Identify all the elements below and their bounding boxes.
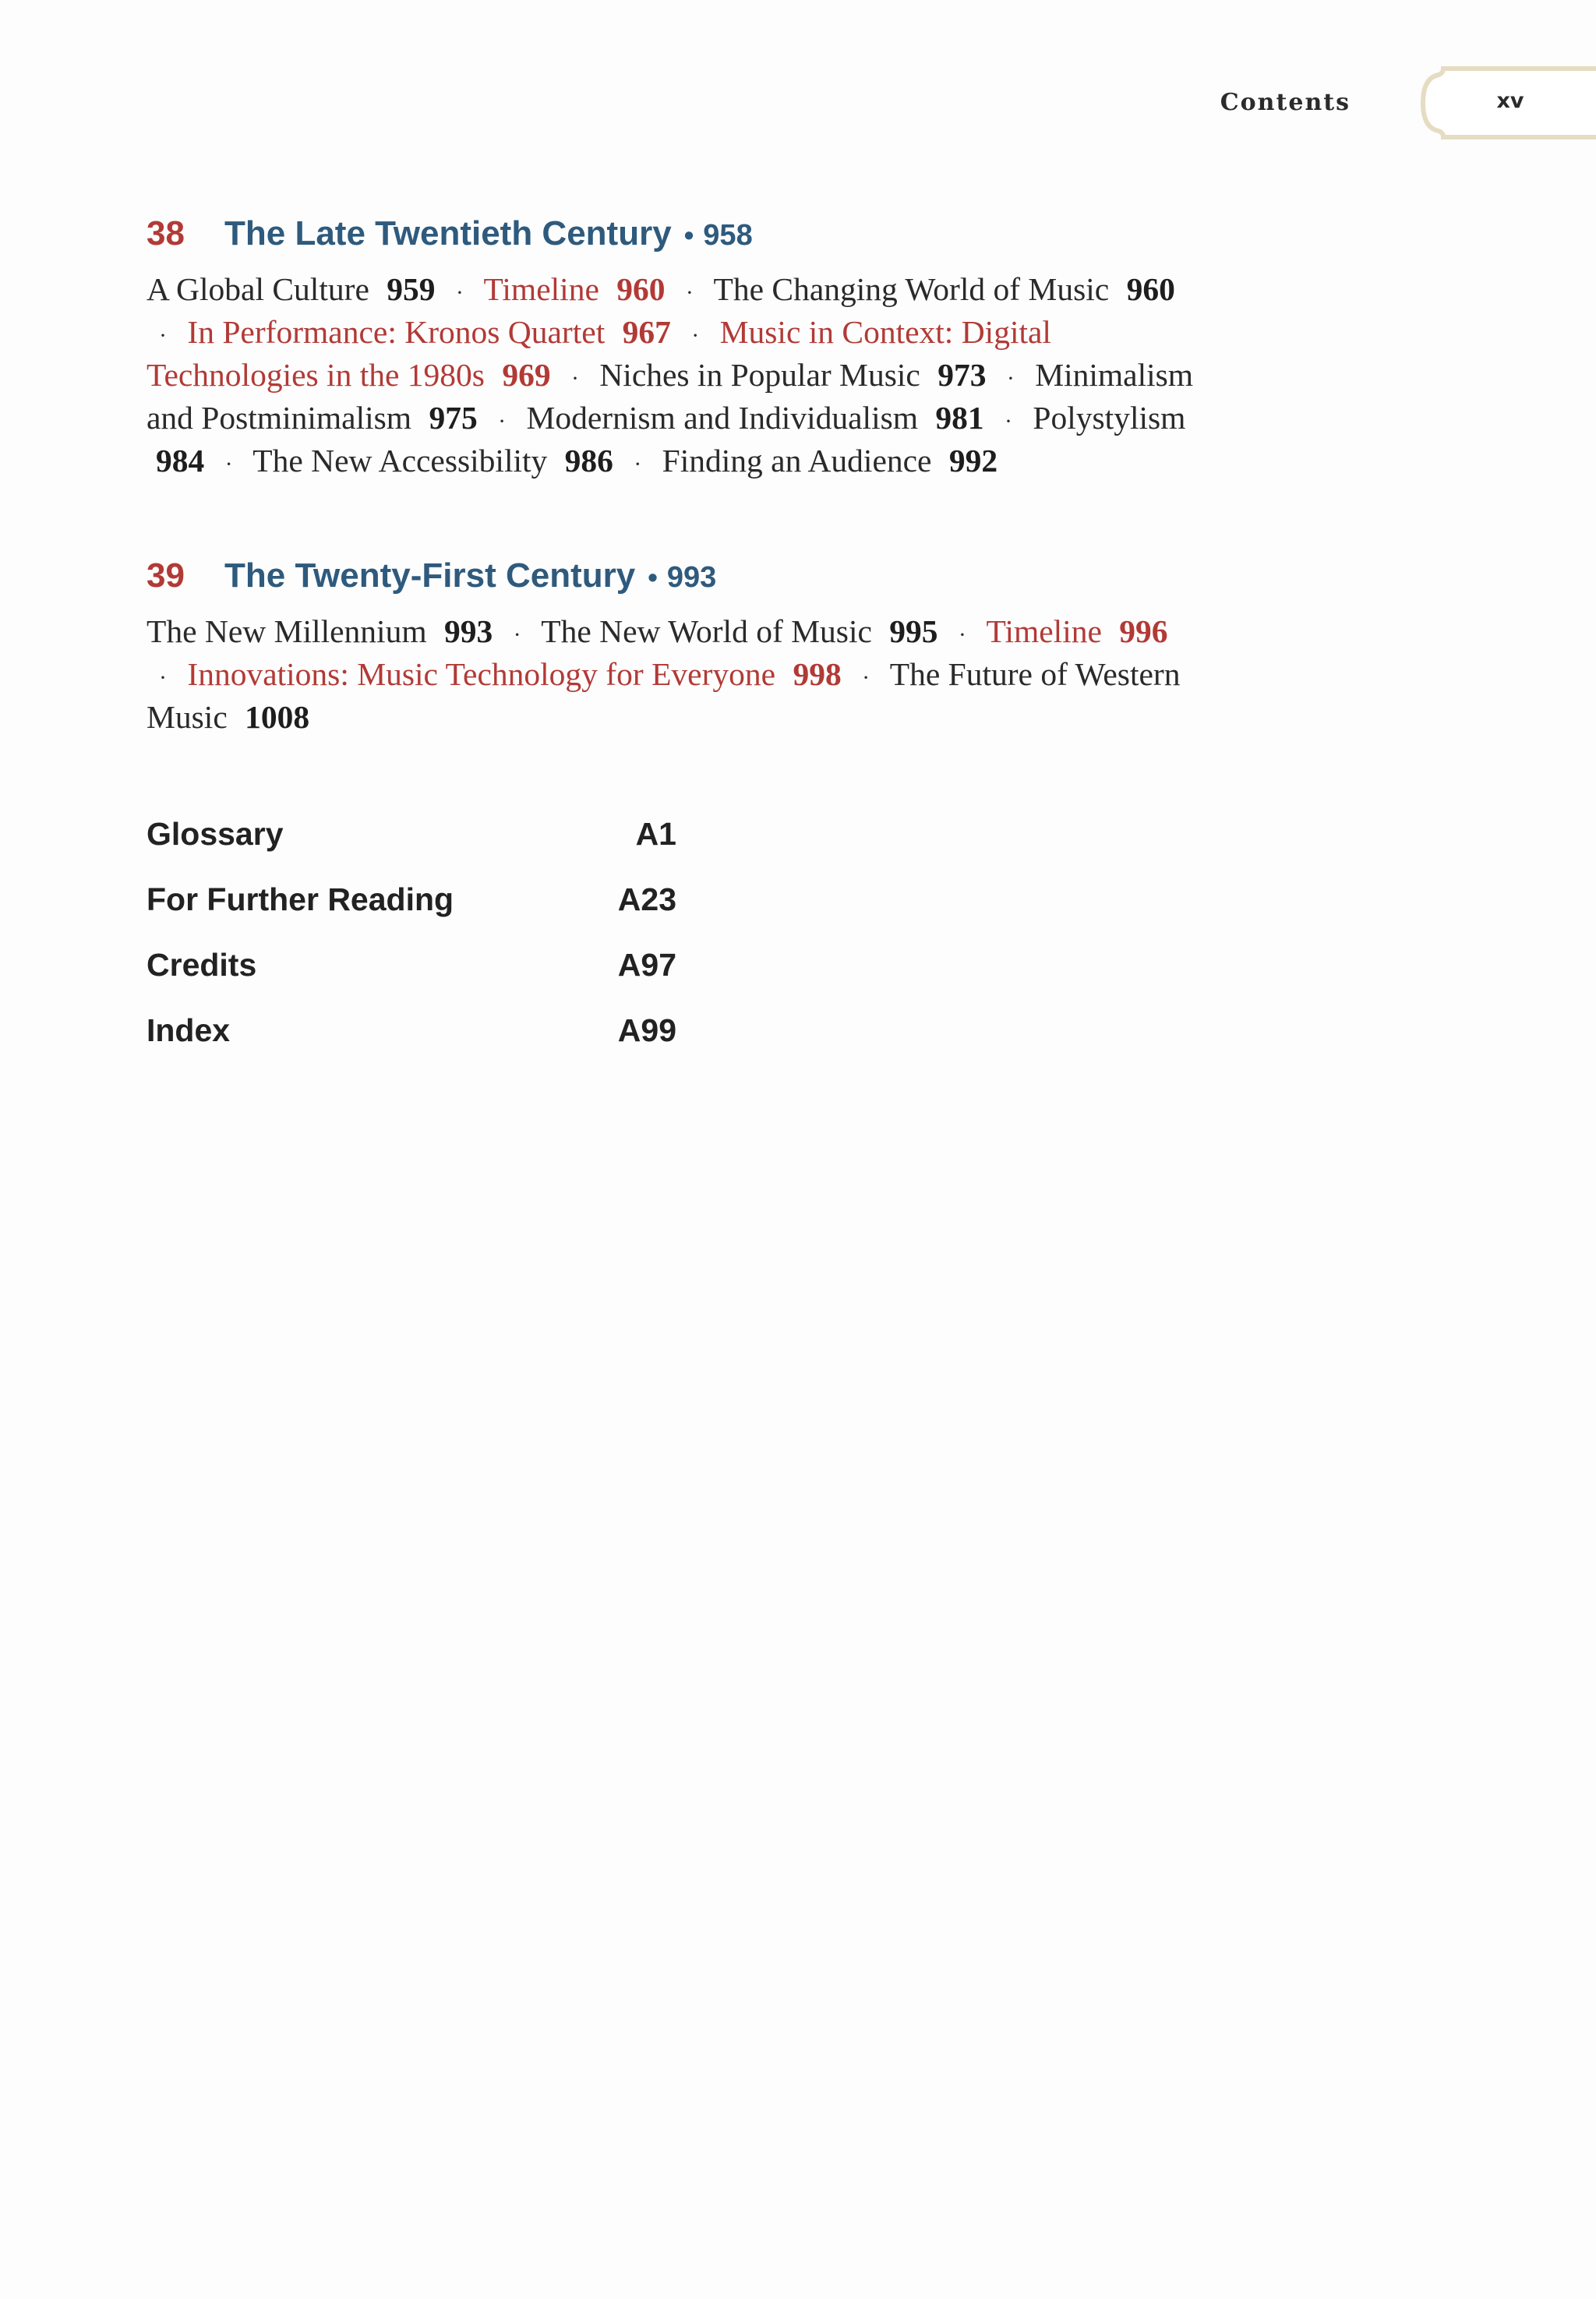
back-matter-list (147, 801, 676, 1063)
toc-entry-title: The New Millennium (147, 613, 427, 649)
back-matter-title: For Further Reading (147, 881, 454, 917)
toc-entry-title: The Changing World of Music (713, 271, 1110, 307)
toc-entry-page: 975 (429, 400, 478, 436)
back-matter-page: A97 (617, 946, 676, 983)
toc-entry[interactable] (662, 443, 998, 479)
entry-separator: · (498, 408, 507, 434)
toc-entry-title: The New Accessibility (252, 443, 548, 479)
toc-entry[interactable] (147, 613, 493, 649)
chapter-heading[interactable] (147, 545, 1238, 607)
toc-entry[interactable] (252, 443, 613, 479)
toc-entry-title: Music in Context: Digital Technologies in the 1980s (147, 314, 1051, 393)
entry-separator: · (1005, 408, 1013, 434)
chapter-page-number: 958 (703, 219, 753, 252)
toc-entry-page: 998 (793, 656, 842, 692)
chapter-number: 38 (147, 214, 185, 253)
chapter-title: The Late Twentieth Century (224, 214, 672, 253)
running-head (1050, 64, 1596, 151)
entry-separator: · (862, 665, 870, 690)
toc-entry[interactable] (187, 656, 841, 692)
chapter-bullet: • (648, 561, 658, 593)
entry-separator: · (455, 280, 464, 305)
toc-entry-page: 995 (889, 613, 938, 649)
toc-entry[interactable] (526, 400, 983, 436)
chapter-39-section (147, 545, 1238, 737)
toc-entry-page: 993 (443, 613, 493, 649)
toc-entry-title: Timeline (483, 271, 599, 307)
back-matter-title: Credits (147, 946, 257, 983)
table-of-contents (147, 203, 1238, 1063)
back-matter-item-index[interactable] (147, 998, 676, 1063)
toc-entry-page: 981 (935, 400, 984, 436)
toc-entry-title: Timeline (986, 613, 1102, 649)
entry-separator: · (159, 665, 167, 690)
toc-entry-page: 973 (937, 357, 987, 393)
toc-entry[interactable] (484, 271, 666, 307)
entry-separator: · (958, 622, 966, 648)
toc-entry-page: 969 (502, 357, 551, 393)
chapter-38-section (147, 203, 1238, 484)
toc-entry-page: 1008 (245, 699, 310, 735)
toc-entry[interactable] (714, 271, 1175, 307)
back-matter-page: A99 (617, 1012, 676, 1048)
chapter-bullet: • (683, 219, 694, 251)
toc-entry[interactable] (599, 357, 986, 393)
toc-entry-title: A Global Culture (147, 271, 369, 307)
chapter-number: 39 (147, 556, 185, 595)
entry-separator: · (1006, 366, 1015, 391)
toc-entry-page: 996 (1119, 613, 1168, 649)
entry-separator: · (691, 323, 700, 348)
running-head-label: Contents (1220, 89, 1351, 116)
toc-entry-page: 986 (564, 443, 613, 479)
toc-entry[interactable] (147, 271, 436, 307)
entry-separator: · (224, 451, 233, 477)
toc-entry[interactable] (541, 613, 937, 649)
back-matter-title: Index (147, 1012, 231, 1048)
toc-entry-page: 967 (622, 314, 671, 350)
folio-number: xv (1496, 89, 1524, 113)
chapter-title: The Twenty-First Century (224, 556, 636, 595)
entry-separator: · (513, 622, 521, 648)
entry-separator: · (685, 280, 694, 305)
toc-entry-title: Minimalism and Postminimalism (147, 357, 1194, 436)
folio-tab (1417, 64, 1596, 142)
back-matter-item-credits[interactable] (147, 932, 676, 998)
toc-entry-title: Finding an Audience (662, 443, 932, 479)
entry-separator: · (570, 366, 579, 391)
back-matter-page: A1 (635, 815, 676, 852)
toc-entry-title: The New World of Music (541, 613, 872, 649)
toc-entry-page: 960 (616, 271, 666, 307)
chapter-entries (147, 612, 1206, 737)
back-matter-item-glossary[interactable] (147, 801, 676, 867)
toc-entry-page: 992 (948, 443, 998, 479)
toc-entry-title: Polystylism (1033, 400, 1186, 436)
back-matter-title: Glossary (147, 815, 284, 852)
chapter-heading[interactable] (147, 203, 1238, 265)
chapter-entries (147, 270, 1206, 484)
toc-entry[interactable] (987, 613, 1168, 649)
toc-entry-title: In Performance: Kronos Quartet (187, 314, 606, 350)
toc-entry[interactable] (187, 314, 670, 350)
toc-entry-title: Niches in Popular Music (599, 357, 920, 393)
entry-separator: · (159, 323, 167, 348)
toc-entry-page: 984 (156, 443, 205, 479)
back-matter-page: A23 (617, 881, 676, 917)
back-matter-item-further-reading[interactable] (147, 867, 676, 932)
toc-entry-title: Innovations: Music Technology for Everyone (187, 656, 776, 692)
chapter-page-number: 993 (666, 561, 717, 594)
entry-separator: · (634, 451, 642, 477)
toc-entry-title: The Future of Western Music (147, 656, 1181, 735)
toc-entry-title: Modernism and Individualism (526, 400, 919, 436)
toc-entry-page: 959 (387, 271, 436, 307)
toc-entry-page: 960 (1126, 271, 1175, 307)
